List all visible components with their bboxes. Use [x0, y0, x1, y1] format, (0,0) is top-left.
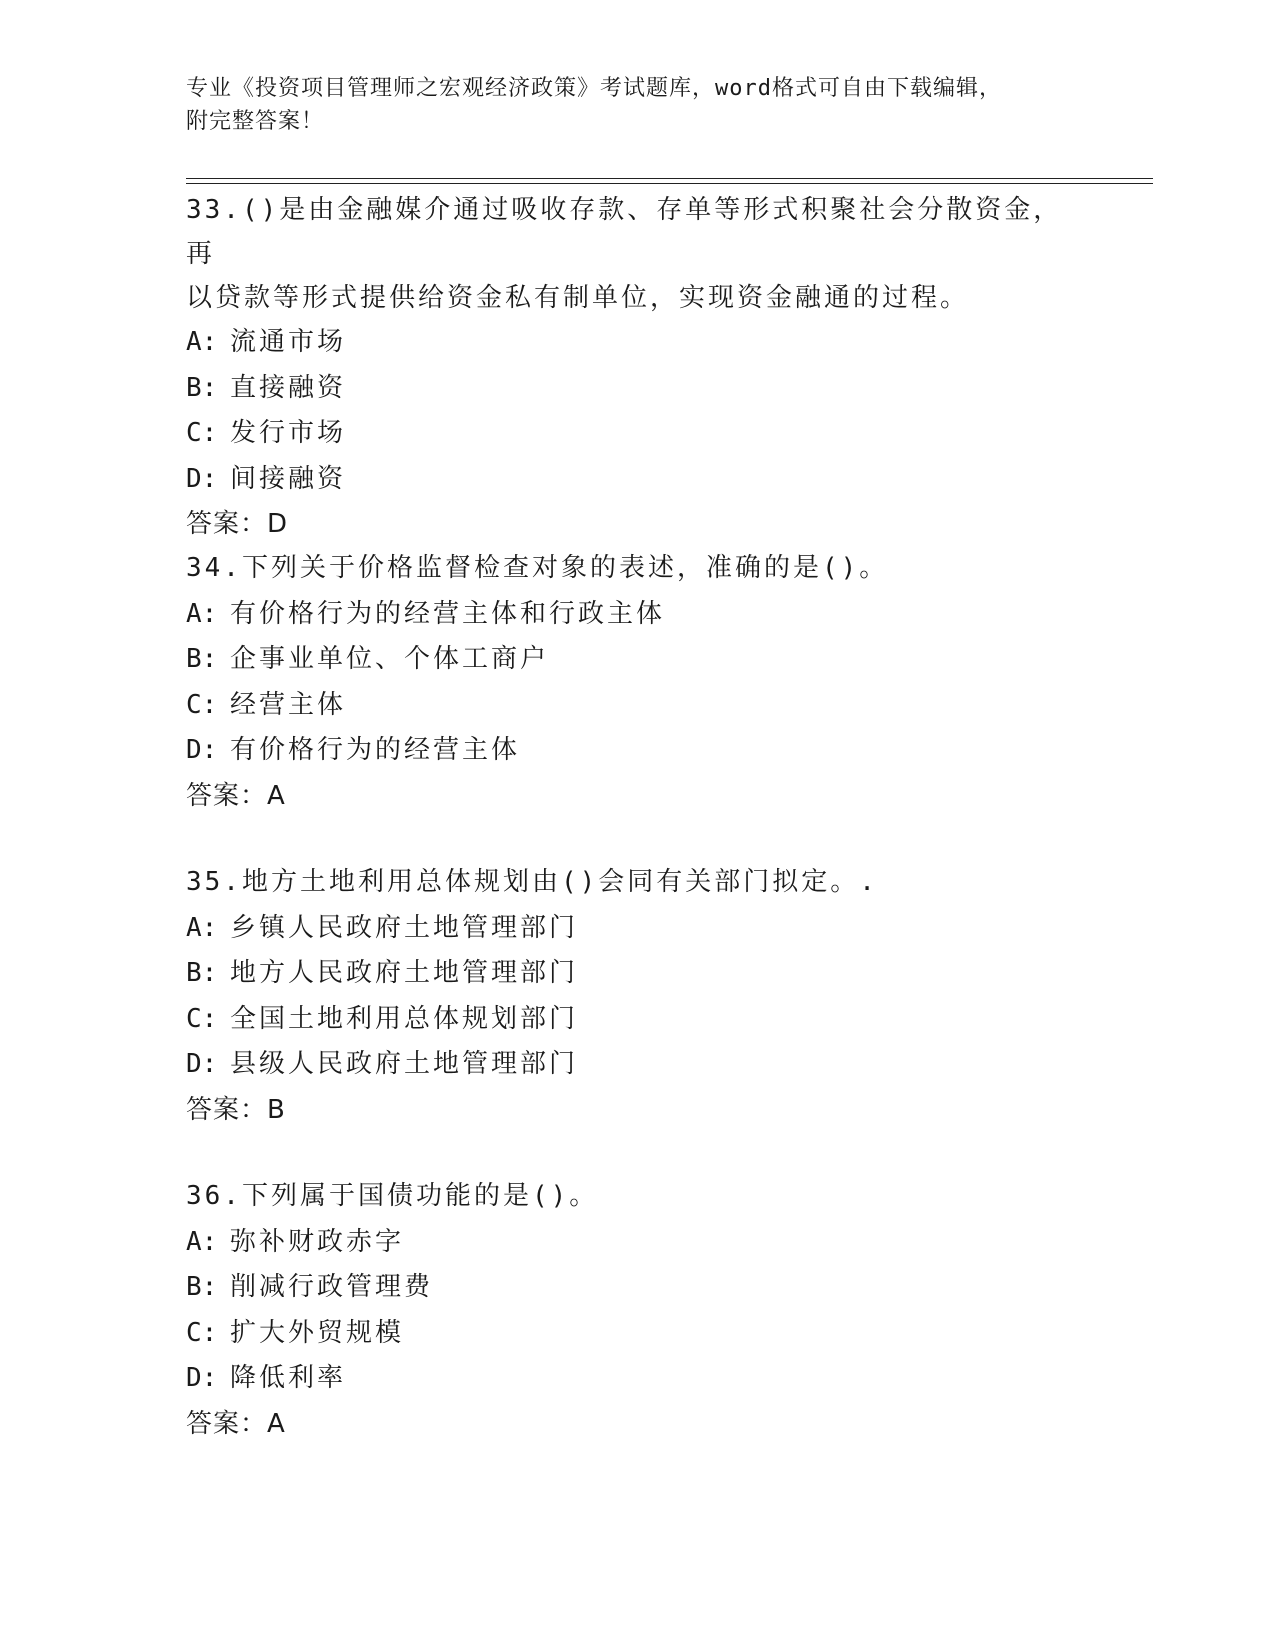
question-stem-line-2: 以贷款等形式提供给资金私有制单位，实现资金融通的过程。 [186, 283, 970, 313]
option-letter: C: [186, 418, 218, 448]
option-letter: D: [186, 735, 218, 765]
option-text: 弥补财政赤字 [230, 1226, 405, 1257]
header-divider-top [186, 178, 1153, 179]
option-a [186, 906, 1086, 952]
option-b [186, 1265, 1086, 1311]
question-34 [186, 546, 1086, 819]
option-letter: D: [186, 1049, 218, 1079]
option-text: 企事业单位、个体工商户 [230, 644, 550, 674]
question-stem: 35.地方土地利用总体规划由()会同有关部门拟定。. [186, 867, 878, 897]
option-c [186, 411, 1086, 457]
question-35 [186, 860, 1086, 1133]
option-d [186, 1356, 1086, 1402]
answer-line: 答案：D [186, 509, 289, 539]
question-stem: 36.下列属于国债功能的是()。 [186, 1181, 599, 1211]
answer-line: 答案：A [186, 780, 286, 811]
option-text: 全国土地利用总体规划部门 [230, 1003, 579, 1034]
option-text: 有价格行为的经营主体 [230, 735, 521, 765]
option-letter: C: [186, 1317, 218, 1348]
answer-line: 答案：A [186, 1408, 286, 1439]
option-letter: A: [186, 1226, 218, 1257]
option-letter: C: [186, 1003, 218, 1034]
option-d [186, 457, 1086, 503]
option-d [186, 1042, 1086, 1088]
option-text: 发行市场 [230, 418, 347, 448]
option-text: 扩大外贸规模 [230, 1317, 405, 1348]
option-letter: C: [186, 689, 218, 720]
header-divider-bottom [186, 183, 1153, 184]
option-text: 有价格行为的经营主体和行政主体 [230, 598, 666, 629]
question-stem: 34.下列关于价格监督检查对象的表述，准确的是()。 [186, 553, 889, 583]
header-line-2: 附完整答案！ [186, 109, 325, 134]
question-36 [186, 1174, 1086, 1447]
option-text: 间接融资 [230, 463, 347, 494]
option-a [186, 1220, 1086, 1266]
option-b [186, 637, 1086, 683]
option-letter: B: [186, 644, 218, 674]
option-text: 直接融资 [230, 372, 347, 403]
option-a [186, 320, 1086, 366]
option-text: 地方人民政府土地管理部门 [230, 958, 579, 988]
option-letter: B: [186, 372, 218, 403]
option-b [186, 366, 1086, 412]
option-text: 降低利率 [230, 1363, 347, 1393]
option-letter: B: [186, 1272, 218, 1302]
option-text: 流通市场 [230, 327, 347, 357]
option-text: 经营主体 [230, 689, 347, 720]
option-text: 县级人民政府土地管理部门 [230, 1049, 579, 1079]
question-stem-line-1: 33.()是由金融媒介通过吸收存款、存单等形式积聚社会分散资金，再 [186, 195, 1063, 269]
document-header [186, 72, 1086, 138]
option-letter: D: [186, 1363, 218, 1393]
header-line-1: 专业《投资项目管理师之宏观经济政策》考试题库，word格式可自由下载编辑， [186, 76, 1002, 101]
option-letter: A: [186, 912, 218, 943]
question-stem [186, 188, 1086, 320]
option-d [186, 728, 1086, 774]
answer-line: 答案：B [186, 1094, 286, 1125]
option-c [186, 1311, 1086, 1357]
option-a [186, 592, 1086, 638]
option-letter: B: [186, 958, 218, 988]
option-letter: A: [186, 598, 218, 629]
option-letter: D: [186, 463, 218, 494]
option-c [186, 683, 1086, 729]
option-c [186, 997, 1086, 1043]
question-33 [186, 188, 1086, 548]
option-b [186, 951, 1086, 997]
option-text: 削减行政管理费 [230, 1272, 434, 1302]
option-text: 乡镇人民政府土地管理部门 [230, 912, 579, 943]
option-letter: A: [186, 327, 218, 357]
